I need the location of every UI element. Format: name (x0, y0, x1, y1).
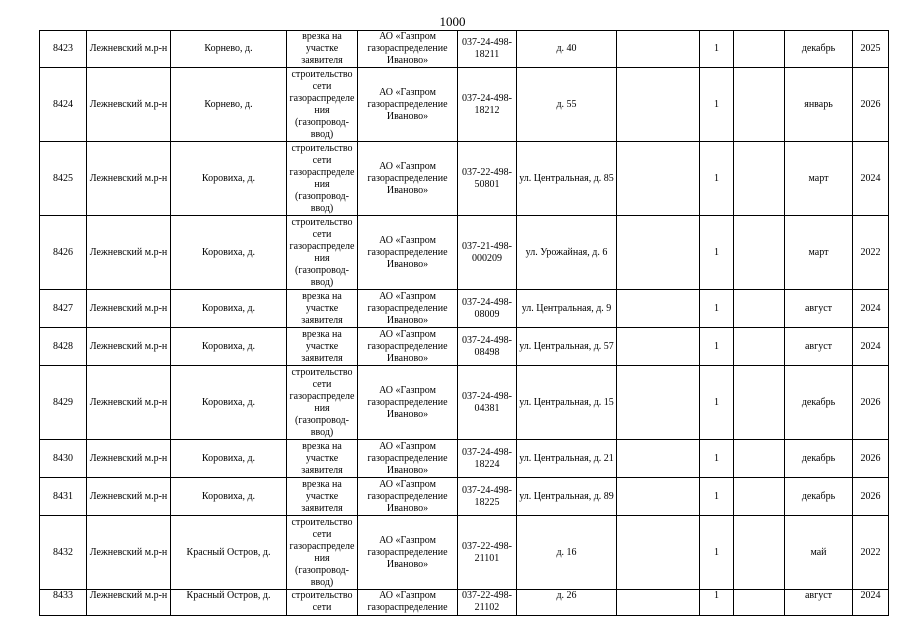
district-cell: Лежневский м.р-н (87, 590, 171, 616)
empty-cell (617, 216, 700, 290)
empty-cell (617, 31, 700, 68)
registry-table (39, 30, 889, 616)
locality-cell: Корнево, д. (171, 31, 287, 68)
district-cell: Лежневский м.р-н (87, 440, 171, 478)
table-row (40, 328, 889, 366)
work-type-cell: строительство сети газораспределения (газопровод-ввод) (287, 366, 358, 440)
empty-cell (617, 142, 700, 216)
table-row (40, 142, 889, 216)
code-cell: 037-24-498-18212 (458, 68, 517, 142)
address-cell: ул. Урожайная, д. 6 (517, 216, 617, 290)
organization-cell: АО «Газпром газораспределение Иваново» (358, 366, 458, 440)
code-cell: 037-24-498-18225 (458, 478, 517, 516)
year-cell: 2024 (853, 290, 889, 328)
month-cell: март (785, 142, 853, 216)
row-number-cell: 8432 (40, 516, 87, 590)
quantity-cell: 1 (700, 68, 734, 142)
month-cell: декабрь (785, 440, 853, 478)
empty-cell (734, 31, 785, 68)
month-cell: май (785, 516, 853, 590)
row-number-cell: 8424 (40, 68, 87, 142)
table-row (40, 31, 889, 68)
row-number-cell: 8431 (40, 478, 87, 516)
address-cell: д. 55 (517, 68, 617, 142)
district-cell: Лежневский м.р-н (87, 290, 171, 328)
row-number-cell: 8423 (40, 31, 87, 68)
address-cell: ул. Центральная, д. 9 (517, 290, 617, 328)
work-type-cell: строительство сети газораспределения (газопровод-ввод) (287, 216, 358, 290)
row-number-cell: 8428 (40, 328, 87, 366)
empty-cell (617, 440, 700, 478)
empty-cell (734, 590, 785, 616)
row-number-cell: 8427 (40, 290, 87, 328)
code-cell: 037-24-498-08498 (458, 328, 517, 366)
quantity-cell: 1 (700, 31, 734, 68)
row-number-cell: 8433 (40, 590, 87, 616)
organization-cell: АО «Газпром газораспределение Иваново» (358, 216, 458, 290)
code-cell: 037-24-498-08009 (458, 290, 517, 328)
organization-cell: АО «Газпром газораспределение Иваново» (358, 142, 458, 216)
row-number-cell: 8430 (40, 440, 87, 478)
district-cell: Лежневский м.р-н (87, 142, 171, 216)
work-type-cell: врезка на участке заявителя (287, 478, 358, 516)
table-row (40, 516, 889, 590)
month-cell: январь (785, 68, 853, 142)
work-type-cell: врезка на участке заявителя (287, 290, 358, 328)
locality-cell: Коровиха, д. (171, 290, 287, 328)
empty-cell (617, 516, 700, 590)
empty-cell (734, 216, 785, 290)
address-cell: д. 16 (517, 516, 617, 590)
year-cell: 2026 (853, 366, 889, 440)
empty-cell (617, 68, 700, 142)
month-cell: декабрь (785, 478, 853, 516)
quantity-cell: 1 (700, 328, 734, 366)
month-cell: август (785, 290, 853, 328)
year-cell: 2026 (853, 478, 889, 516)
locality-cell: Коровиха, д. (171, 478, 287, 516)
empty-cell (734, 328, 785, 366)
district-cell: Лежневский м.р-н (87, 216, 171, 290)
year-cell: 2022 (853, 216, 889, 290)
quantity-cell: 1 (700, 440, 734, 478)
district-cell: Лежневский м.р-н (87, 31, 171, 68)
row-number-cell: 8429 (40, 366, 87, 440)
quantity-cell: 1 (700, 142, 734, 216)
work-type-cell: врезка на участке заявителя (287, 31, 358, 68)
code-cell: 037-22-498-21102 (458, 590, 517, 616)
locality-cell: Коровиха, д. (171, 440, 287, 478)
organization-cell: АО «Газпром газораспределение Иваново» (358, 516, 458, 590)
organization-cell: АО «Газпром газораспределение (358, 590, 458, 616)
year-cell: 2024 (853, 142, 889, 216)
quantity-cell: 1 (700, 216, 734, 290)
month-cell: декабрь (785, 366, 853, 440)
table-row (40, 366, 889, 440)
empty-cell (617, 590, 700, 616)
empty-cell (734, 440, 785, 478)
table-row (40, 440, 889, 478)
work-type-cell: врезка на участке заявителя (287, 328, 358, 366)
work-type-cell: строительство сети газораспределения (газопровод-ввод) (287, 516, 358, 590)
month-cell: август (785, 328, 853, 366)
address-cell: д. 26 (517, 590, 617, 616)
month-cell: август (785, 590, 853, 616)
quantity-cell: 1 (700, 290, 734, 328)
row-number-cell: 8425 (40, 142, 87, 216)
work-type-cell: строительство сети газораспределения (газопровод-ввод) (287, 68, 358, 142)
code-cell: 037-24-498-18211 (458, 31, 517, 68)
quantity-cell: 1 (700, 516, 734, 590)
page-number: 1000 (439, 14, 466, 29)
empty-cell (617, 290, 700, 328)
code-cell: 037-24-498-18224 (458, 440, 517, 478)
organization-cell: АО «Газпром газораспределение Иваново» (358, 440, 458, 478)
code-cell: 037-22-498-21101 (458, 516, 517, 590)
row-number-cell: 8426 (40, 216, 87, 290)
quantity-cell: 1 (700, 590, 734, 616)
code-cell: 037-21-498-000209 (458, 216, 517, 290)
empty-cell (617, 328, 700, 366)
work-type-cell: строительство сети (287, 590, 358, 616)
year-cell: 2025 (853, 31, 889, 68)
month-cell: март (785, 216, 853, 290)
empty-cell (734, 68, 785, 142)
quantity-cell: 1 (700, 366, 734, 440)
locality-cell: Корнево, д. (171, 68, 287, 142)
address-cell: ул. Центральная, д. 21 (517, 440, 617, 478)
locality-cell: Красный Остров, д. (171, 516, 287, 590)
year-cell: 2026 (853, 68, 889, 142)
organization-cell: АО «Газпром газораспределение Иваново» (358, 478, 458, 516)
empty-cell (734, 142, 785, 216)
year-cell: 2024 (853, 328, 889, 366)
year-cell: 2026 (853, 440, 889, 478)
address-cell: ул. Центральная, д. 15 (517, 366, 617, 440)
work-type-cell: строительство сети газораспределения (газопровод-ввод) (287, 142, 358, 216)
table-row (40, 290, 889, 328)
table-row (40, 590, 889, 616)
work-type-cell: врезка на участке заявителя (287, 440, 358, 478)
locality-cell: Коровиха, д. (171, 216, 287, 290)
code-cell: 037-24-498-04381 (458, 366, 517, 440)
empty-cell (734, 516, 785, 590)
empty-cell (617, 366, 700, 440)
table-row (40, 216, 889, 290)
code-cell: 037-22-498-50801 (458, 142, 517, 216)
address-cell: ул. Центральная, д. 89 (517, 478, 617, 516)
month-cell: декабрь (785, 31, 853, 68)
table-row (40, 68, 889, 142)
locality-cell: Коровиха, д. (171, 366, 287, 440)
year-cell: 2024 (853, 590, 889, 616)
year-cell: 2022 (853, 516, 889, 590)
quantity-cell: 1 (700, 478, 734, 516)
empty-cell (617, 478, 700, 516)
address-cell: ул. Центральная, д. 85 (517, 142, 617, 216)
address-cell: ул. Центральная, д. 57 (517, 328, 617, 366)
district-cell: Лежневский м.р-н (87, 366, 171, 440)
empty-cell (734, 366, 785, 440)
empty-cell (734, 478, 785, 516)
organization-cell: АО «Газпром газораспределение Иваново» (358, 31, 458, 68)
district-cell: Лежневский м.р-н (87, 516, 171, 590)
table-row (40, 478, 889, 516)
locality-cell: Коровиха, д. (171, 142, 287, 216)
address-cell: д. 40 (517, 31, 617, 68)
empty-cell (734, 290, 785, 328)
locality-cell: Красный Остров, д. (171, 590, 287, 616)
organization-cell: АО «Газпром газораспределение Иваново» (358, 290, 458, 328)
locality-cell: Коровиха, д. (171, 328, 287, 366)
organization-cell: АО «Газпром газораспределение Иваново» (358, 68, 458, 142)
district-cell: Лежневский м.р-н (87, 68, 171, 142)
organization-cell: АО «Газпром газораспределение Иваново» (358, 328, 458, 366)
district-cell: Лежневский м.р-н (87, 478, 171, 516)
district-cell: Лежневский м.р-н (87, 328, 171, 366)
